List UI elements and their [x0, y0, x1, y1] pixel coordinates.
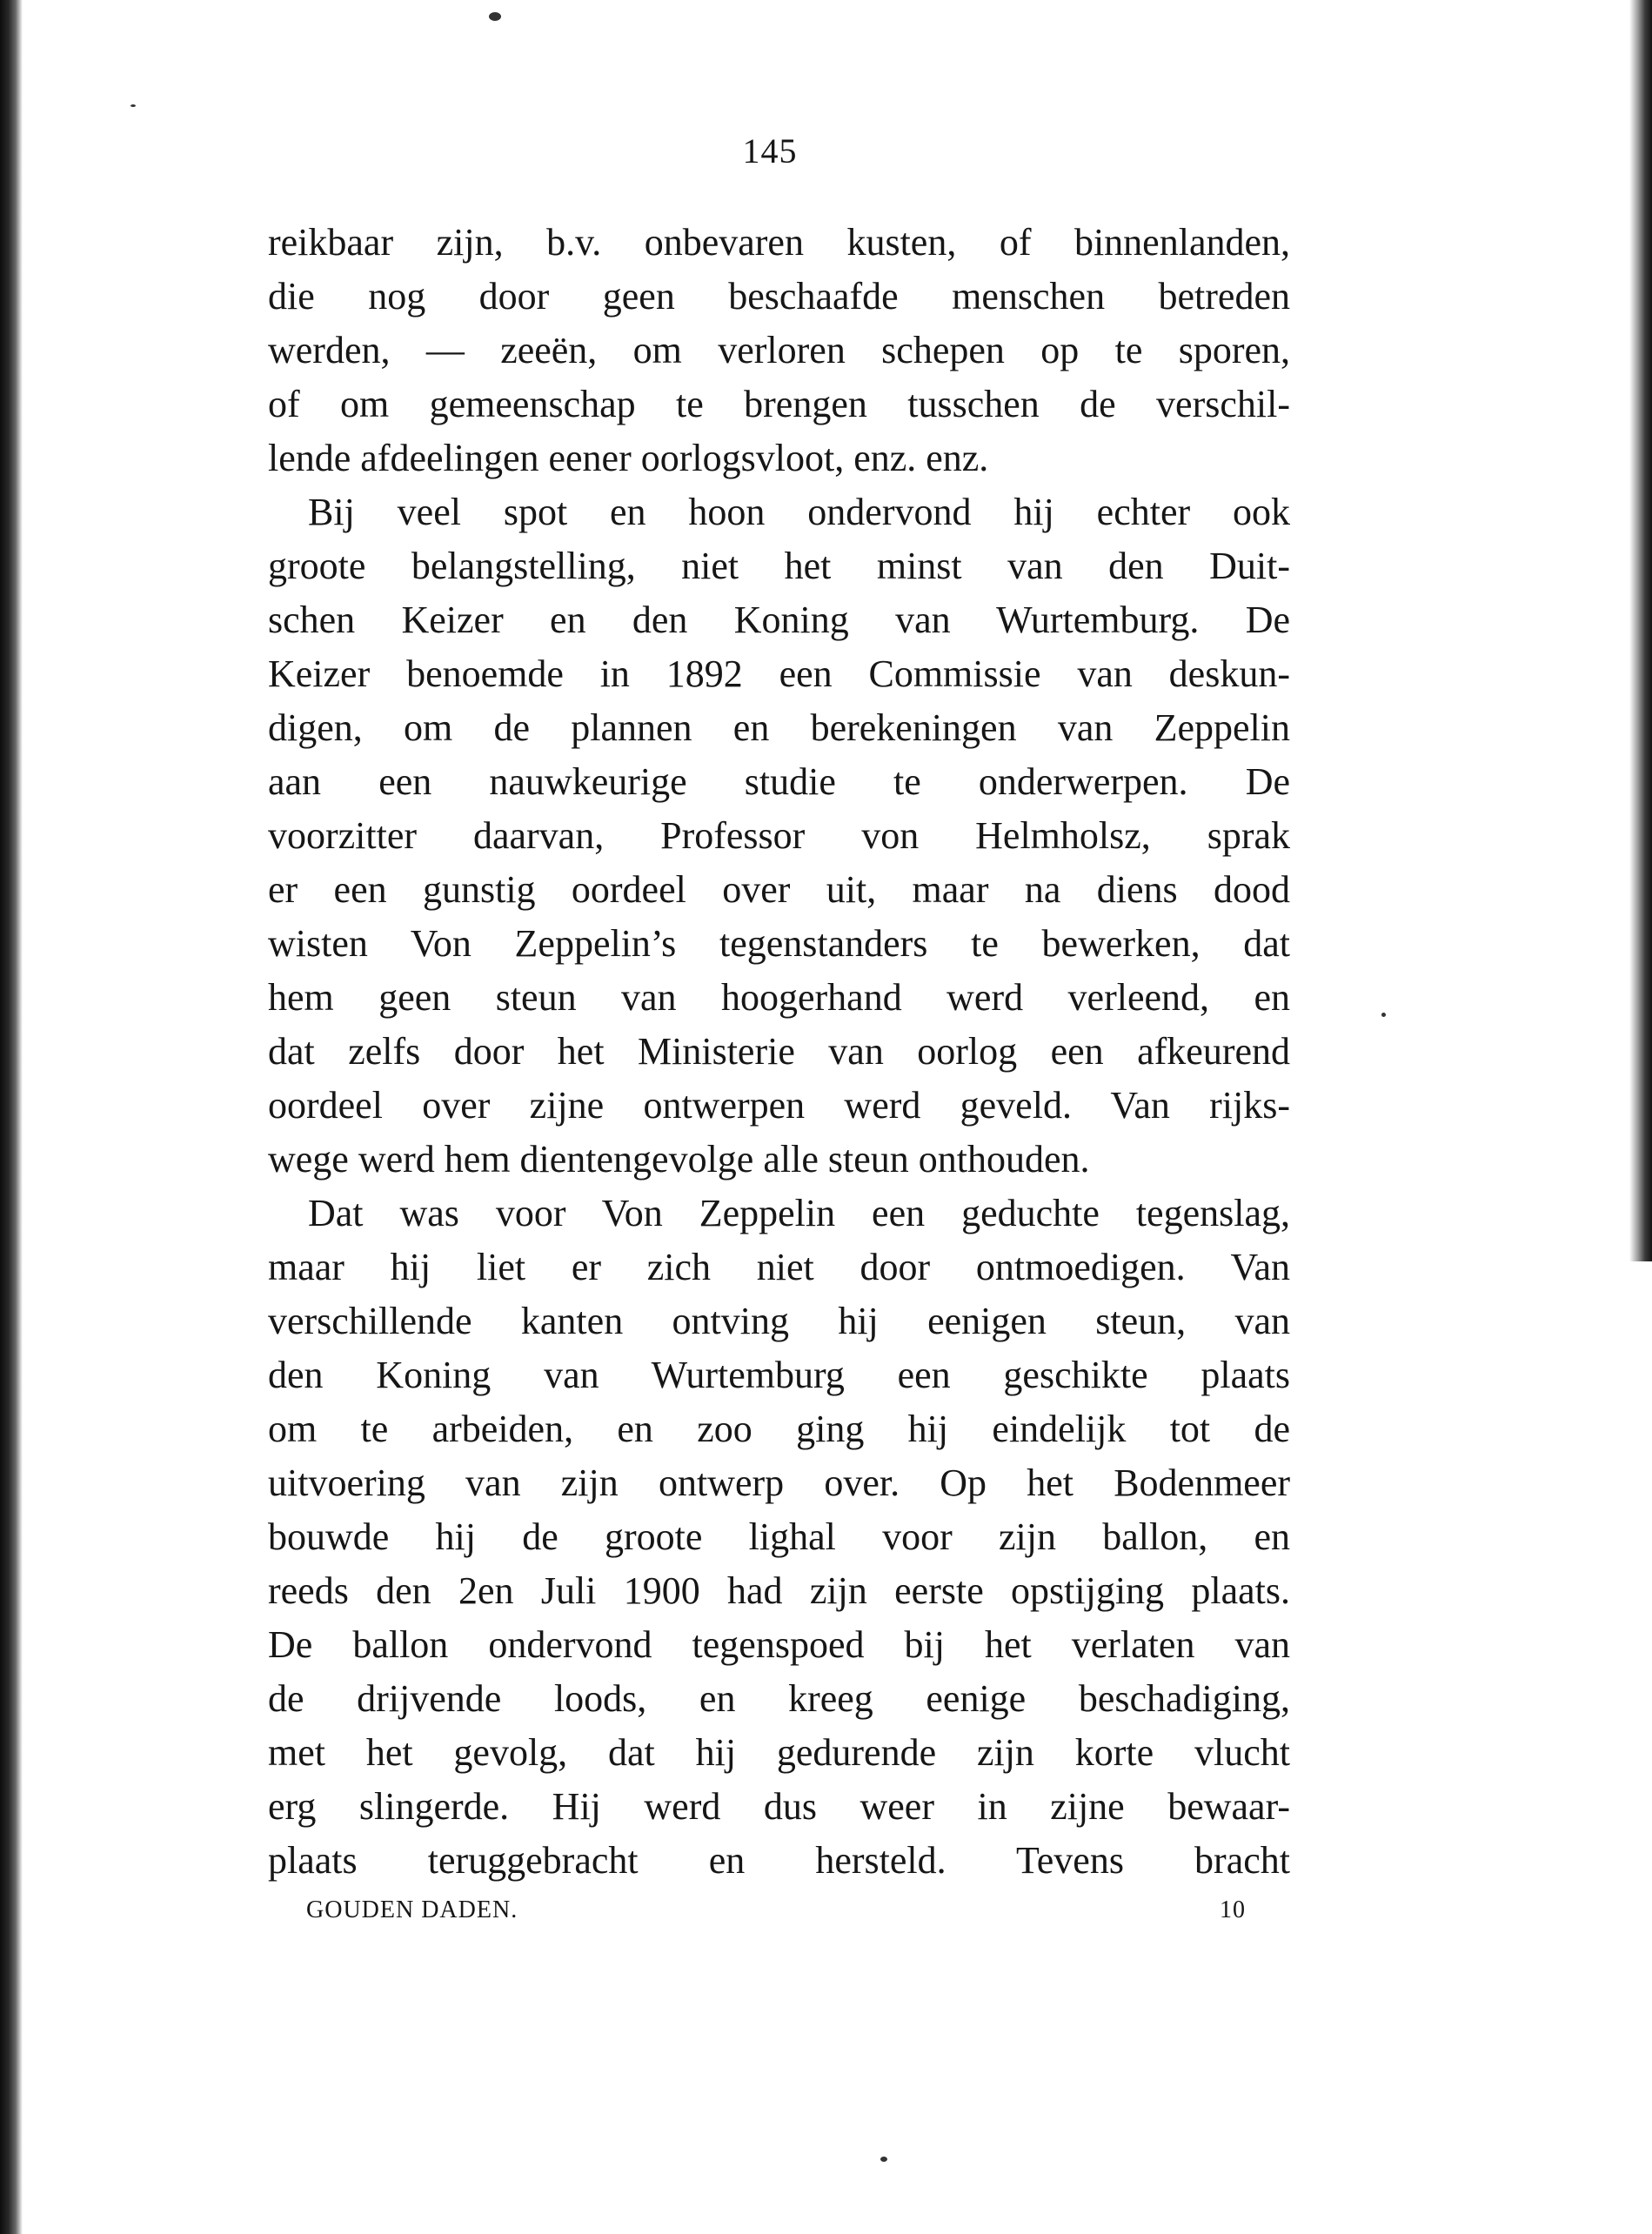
- body-text: [268, 216, 1290, 1888]
- text-line: den Koning van Wurtemburg een geschikte plaats: [268, 1354, 1290, 1396]
- text-line: met het gevolg, dat hij gedurende zijn korte vlucht: [268, 1731, 1290, 1774]
- text-line: reeds den 2en Juli 1900 had zijn eerste opstijging plaats.: [268, 1569, 1290, 1612]
- scan-speck: [489, 12, 501, 21]
- text-line: reikbaar zijn, b.v. onbevaren kusten, of binnenlanden,: [268, 221, 1290, 264]
- text-line: Keizer benoemde in 1892 een Commissie van deskun-: [268, 652, 1290, 695]
- text-line: uitvoering van zijn ontwerp over. Op het Bodenmeer: [268, 1461, 1290, 1504]
- text-line: aan een nauwkeurige studie te onderwerpen. De: [268, 760, 1290, 803]
- text-line: Bij veel spot en hoon ondervond hij echter ook: [308, 491, 1290, 533]
- text-line: of om gemeenschap te brengen tusschen de verschil-: [268, 383, 1290, 425]
- text-line: hem geen steun van hoogerhand werd verleend, en: [268, 976, 1290, 1019]
- paragraph: [268, 216, 1290, 485]
- scan-edge-right: [1629, 0, 1652, 1261]
- text-line: De ballon ondervond tegenspoed bij het verlaten van: [268, 1623, 1290, 1666]
- scan-speck: [130, 104, 136, 107]
- text-line: er een gunstig oordeel over uit, maar na diens dood: [268, 868, 1290, 911]
- paragraph: [268, 1187, 1290, 1888]
- scan-edge-left: [0, 0, 23, 2234]
- text-line: lende afdeelingen eener oorlogsvloot, enz. enz.: [268, 437, 989, 479]
- text-line: digen, om de plannen en berekeningen van Zeppelin: [268, 706, 1290, 749]
- text-line: maar hij liet er zich niet door ontmoedigen. Van: [268, 1246, 1290, 1288]
- text-line: Dat was voor Von Zeppelin een geduchte tegenslag,: [308, 1192, 1290, 1234]
- text-line: bouwde hij de groote lighal voor zijn ballon, en: [268, 1515, 1290, 1558]
- text-line: wisten Von Zeppelin’s tegenstanders te bewerken, dat: [268, 922, 1290, 965]
- scan-speck: [880, 2157, 887, 2162]
- text-line: wege werd hem dientengevolge alle steun onthouden.: [268, 1138, 1090, 1181]
- text-line: de drijvende loods, en kreeg eenige beschadiging,: [268, 1677, 1290, 1720]
- text-line: die nog door geen beschaafde menschen betreden: [268, 275, 1290, 318]
- text-line: oordeel over zijne ontwerpen werd geveld. Van rijks-: [268, 1084, 1290, 1127]
- scan-speck: [1381, 1013, 1386, 1017]
- text-line: voorzitter daarvan, Professor von Helmholsz, sprak: [268, 814, 1290, 857]
- text-line: erg slingerde. Hij werd dus weer in zijne bewaar-: [268, 1785, 1290, 1828]
- page-number: 145: [742, 131, 798, 171]
- footer-title: GOUDEN DADEN.: [306, 1896, 518, 1923]
- text-line: werden, — zeeën, om verloren schepen op te sporen,: [268, 329, 1290, 371]
- text-line: schen Keizer en den Koning van Wurtemburg. De: [268, 599, 1290, 641]
- text-line: dat zelfs door het Ministerie van oorlog een afkeurend: [268, 1030, 1290, 1073]
- text-line: groote belangstelling, niet het minst van den Duit-: [268, 545, 1290, 587]
- paragraph: [268, 485, 1290, 1187]
- text-line: om te arbeiden, en zoo ging hij eindelijk tot de: [268, 1408, 1290, 1450]
- text-line: verschillende kanten ontving hij eenigen steun, van: [268, 1300, 1290, 1342]
- footer-signature: 10: [1220, 1896, 1246, 1923]
- text-line: plaats teruggebracht en hersteld. Tevens bracht: [268, 1839, 1290, 1882]
